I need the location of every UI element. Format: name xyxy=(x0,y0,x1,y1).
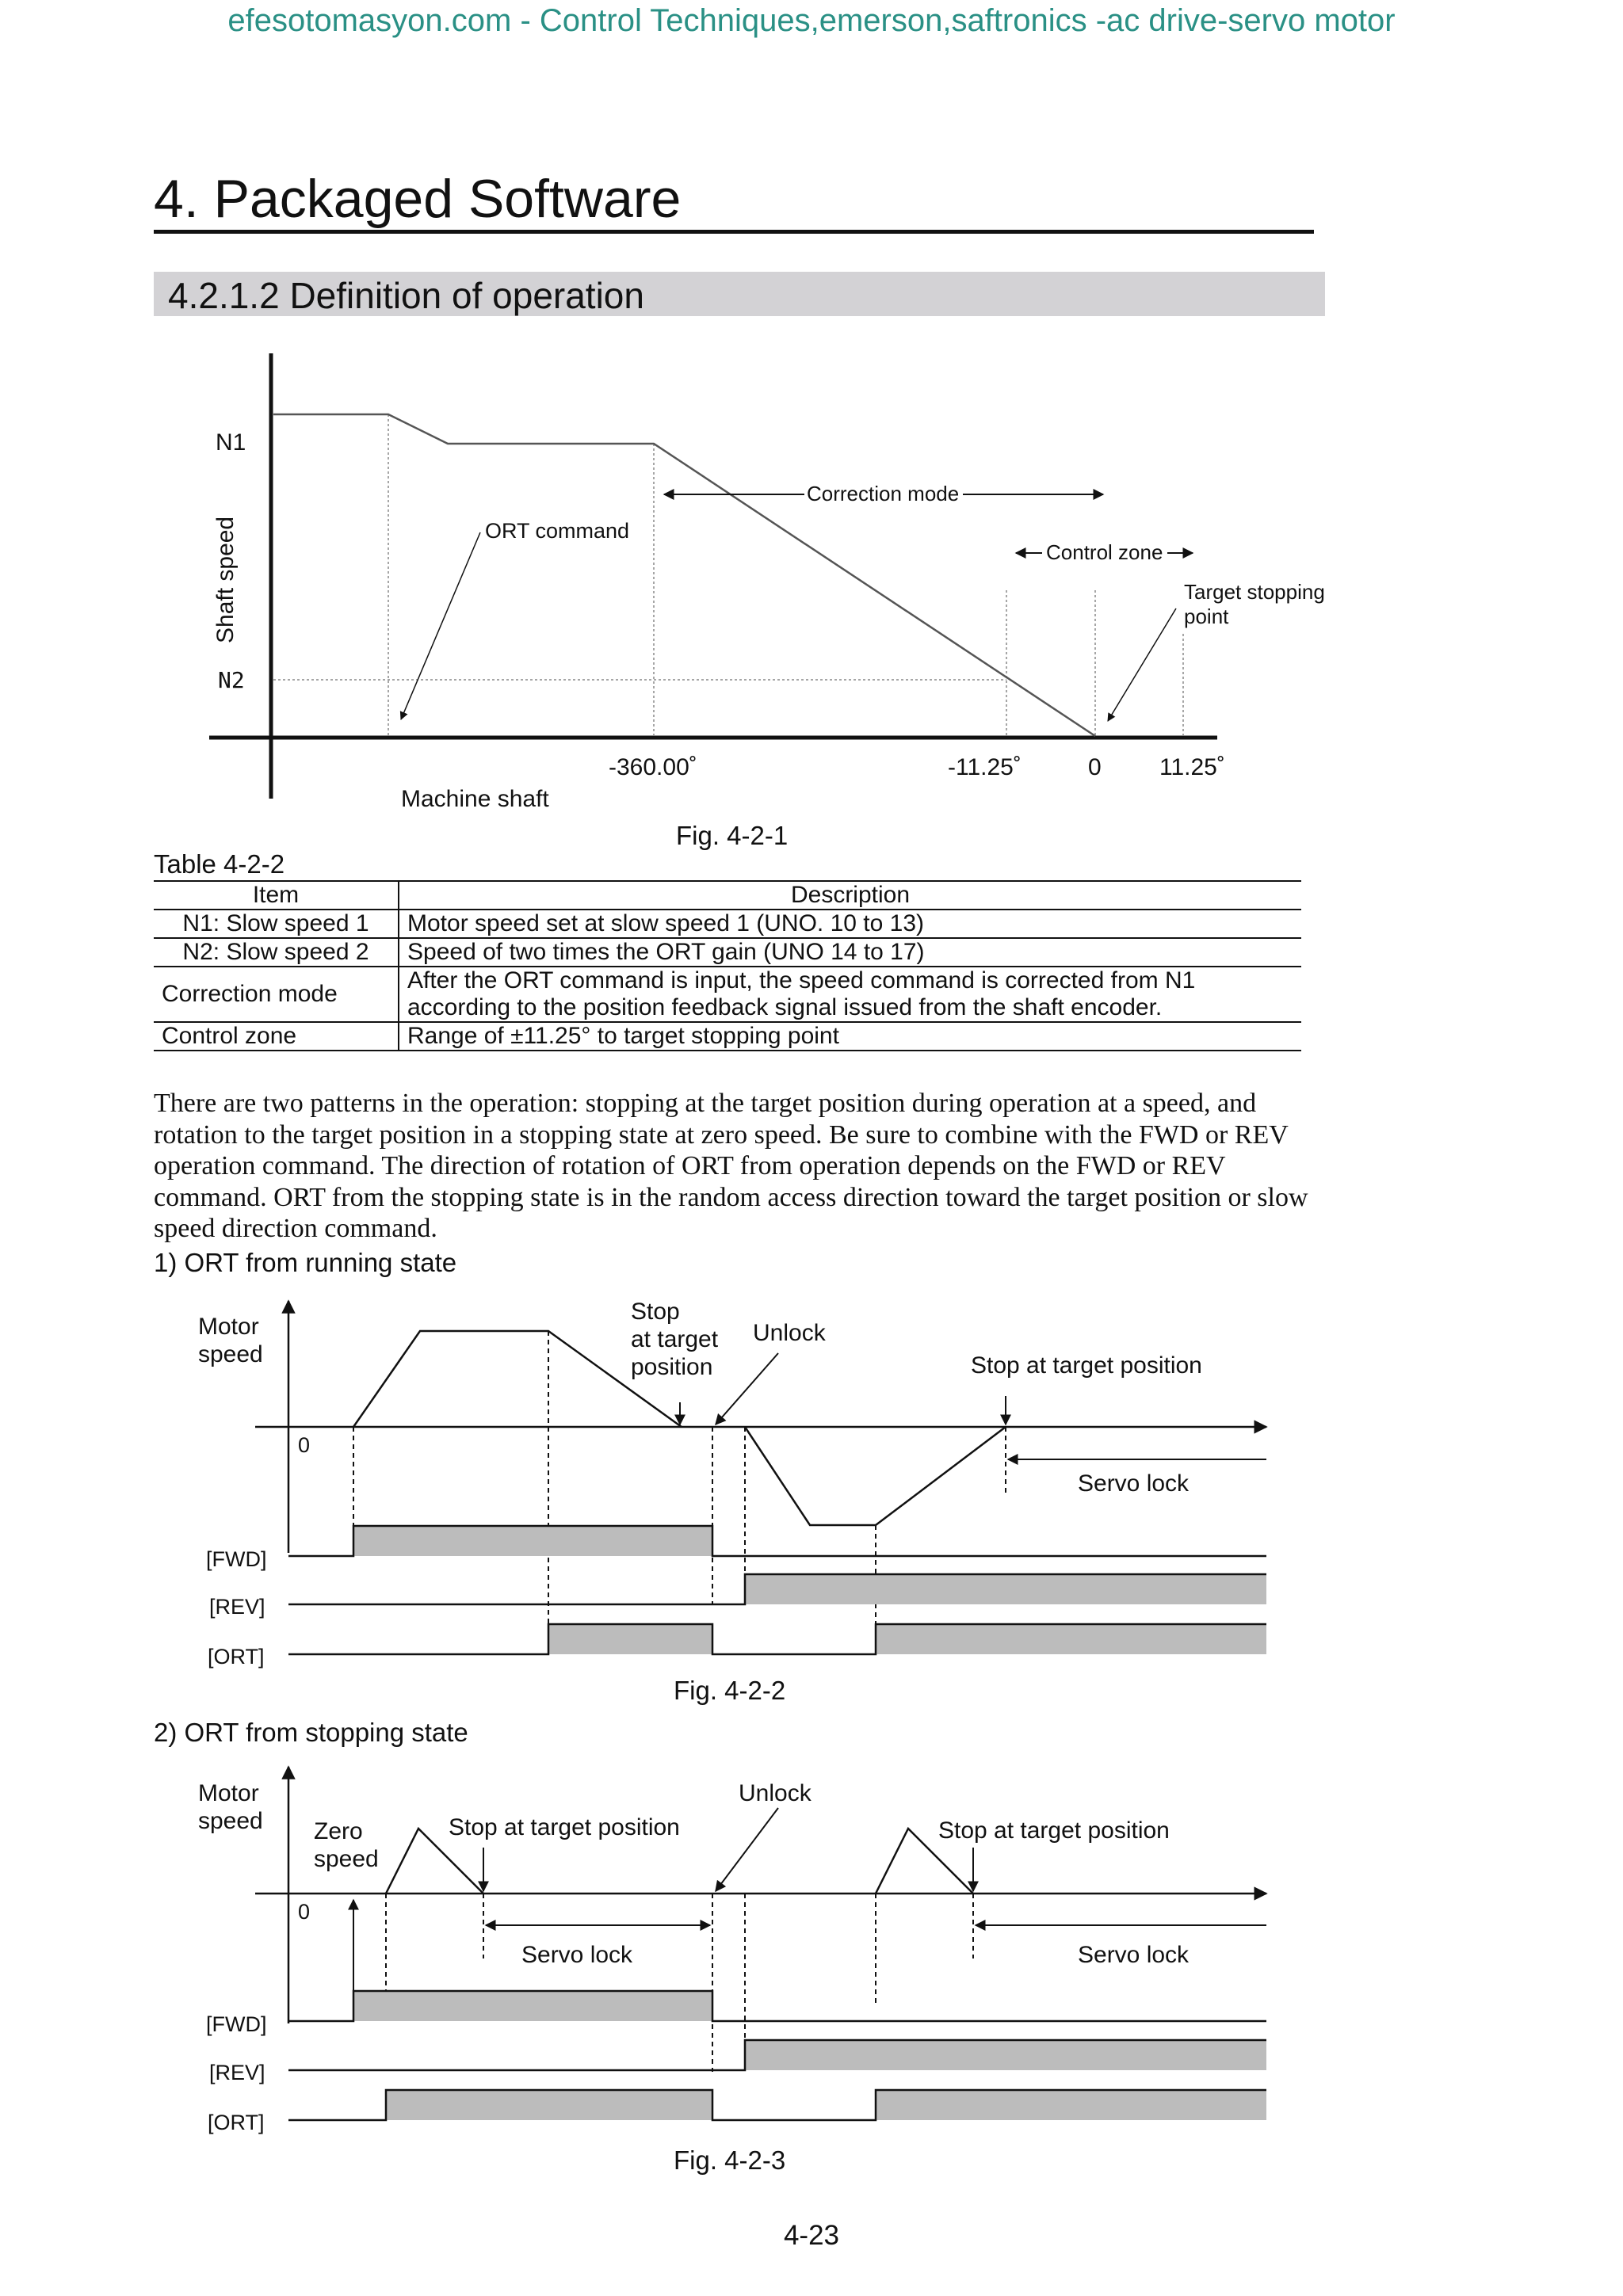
ort-signal-high-2 xyxy=(876,2090,1266,2120)
table-cell-description: Speed of two times the ORT gain (UNO 14 to 17) xyxy=(399,938,1301,967)
target-point-pointer xyxy=(1108,608,1176,721)
fwd-signal-high xyxy=(353,1991,712,2021)
x-tick-plus-11: 11.25˚ xyxy=(1159,754,1225,780)
unlock-pointer xyxy=(716,1353,778,1425)
subsection-1-heading: 1) ORT from running state xyxy=(154,1248,457,1277)
rev-signal-high xyxy=(745,1574,1266,1604)
servo-lock-label-1: Servo lock xyxy=(521,1942,633,1968)
speed-profile-line xyxy=(273,414,1095,736)
description-line: according to the position feedback signal issued from the shaft encoder. xyxy=(407,994,1163,1020)
table-cell-description: Range of ±11.25° to target stopping point xyxy=(399,1022,1301,1051)
ort-signal-high-1 xyxy=(548,1624,712,1654)
ort-command-pointer xyxy=(401,532,480,719)
unlock-label: Unlock xyxy=(753,1320,826,1346)
zero-label: 0 xyxy=(298,1433,311,1457)
table-cell-item: Correction mode xyxy=(154,967,399,1022)
target-label-line1: Target stopping xyxy=(1184,580,1325,604)
table-header-item: Item xyxy=(154,881,399,910)
n2-label: N2 xyxy=(218,667,245,693)
ort-command-label: ORT command xyxy=(485,519,630,543)
figure-4-2-2 xyxy=(0,1283,1623,1711)
unlock-label: Unlock xyxy=(739,1780,812,1806)
table-row xyxy=(154,967,1301,1022)
zero-speed-label-line2: speed xyxy=(314,1846,379,1872)
rev-label: [REV] xyxy=(209,1595,265,1619)
chapter-title: 4. Packaged Software xyxy=(154,169,682,229)
y-axis-label: Shaft speed xyxy=(212,516,239,643)
zero-speed-label-line1: Zero xyxy=(314,1818,363,1844)
x-tick-360: -360.00˚ xyxy=(609,754,697,780)
ort-signal-high-2 xyxy=(876,1624,1266,1654)
section-title: 4.2.1.2 Definition of operation xyxy=(168,275,644,316)
spec-table xyxy=(154,880,1301,1051)
rev-signal-high xyxy=(745,2040,1266,2070)
table-row xyxy=(154,938,1301,967)
description-line: After the ORT command is input, the speed command is corrected from N1 xyxy=(407,967,1196,994)
target-label-line2: point xyxy=(1184,605,1229,628)
table-header-row xyxy=(154,881,1301,910)
servo-lock-label-2: Servo lock xyxy=(1078,1942,1190,1968)
speed-label: speed xyxy=(198,1341,263,1367)
motor-label: Motor xyxy=(198,1780,259,1806)
figure-4-2-3 xyxy=(0,1751,1623,2195)
stop-label-line1: Stop xyxy=(631,1299,680,1325)
subsection-2-heading: 2) ORT from stopping state xyxy=(154,1718,468,1747)
table-cell-item: N1: Slow speed 1 xyxy=(154,910,399,938)
ort-label: [ORT] xyxy=(208,2111,265,2134)
fwd-signal-high xyxy=(353,1526,712,1556)
motor-label: Motor xyxy=(198,1314,259,1340)
stop-label-line2: at target xyxy=(631,1326,719,1352)
speed-profile-reverse xyxy=(745,1427,1006,1525)
table-label: Table 4-2-2 xyxy=(154,849,285,879)
stop-target-label-2: Stop at target position xyxy=(938,1817,1170,1844)
stop-target-label: Stop at target position xyxy=(971,1352,1202,1379)
table-row xyxy=(154,910,1301,938)
ort-label: [ORT] xyxy=(208,1645,265,1669)
figure-4-2-1 xyxy=(0,333,1623,871)
stop-target-label-1: Stop at target position xyxy=(449,1814,680,1840)
table-cell-item: N2: Slow speed 2 xyxy=(154,938,399,967)
unlock-pointer xyxy=(716,1808,778,1891)
zero-label: 0 xyxy=(298,1900,311,1924)
page-number: 4-23 xyxy=(783,2220,840,2251)
table-cell-item: Control zone xyxy=(154,1022,399,1051)
header-site-link[interactable]: efesotomasyon.com - Control Techniques,emerson,saftronics -ac drive-servo motor xyxy=(227,3,1396,38)
fig-4-2-3-caption: Fig. 4-2-3 xyxy=(674,2145,786,2175)
ort-signal-high-1 xyxy=(386,2090,712,2120)
stop-label-line3: position xyxy=(631,1354,713,1380)
table-row xyxy=(154,1022,1301,1051)
fig-4-2-1-caption: Fig. 4-2-1 xyxy=(676,821,789,850)
body-paragraph: There are two patterns in the operation: stopping at the target position during operation at a speed, and rotation to the target position in a stopping state at zero speed. Be sure to combine with the FWD or REV operation command. The direction of rotation of ORT from operation depends on the FWD or REV command. ORT from the stopping state is in the random access direction toward the target position or slow speed direction command. xyxy=(154,1089,1308,1243)
fwd-label: [FWD] xyxy=(206,2012,267,2036)
rev-label: [REV] xyxy=(209,2061,265,2084)
speed-label: speed xyxy=(198,1808,263,1834)
servo-lock-label: Servo lock xyxy=(1078,1470,1190,1497)
chapter-underline xyxy=(154,230,1314,234)
table-cell-description xyxy=(399,967,1301,1022)
table-cell-description: Motor speed set at slow speed 1 (UNO. 10 to 13) xyxy=(399,910,1301,938)
fwd-label: [FWD] xyxy=(206,1547,267,1571)
table-header-description: Description xyxy=(399,881,1301,910)
control-zone-label: Control zone xyxy=(1046,540,1163,564)
x-tick-minus-11: -11.25˚ xyxy=(948,754,1022,780)
fig-4-2-2-caption: Fig. 4-2-2 xyxy=(674,1676,786,1705)
correction-mode-label: Correction mode xyxy=(807,482,960,505)
n1-label: N1 xyxy=(216,429,246,456)
x-axis-label: Machine shaft xyxy=(401,786,549,812)
x-tick-zero: 0 xyxy=(1088,754,1102,780)
